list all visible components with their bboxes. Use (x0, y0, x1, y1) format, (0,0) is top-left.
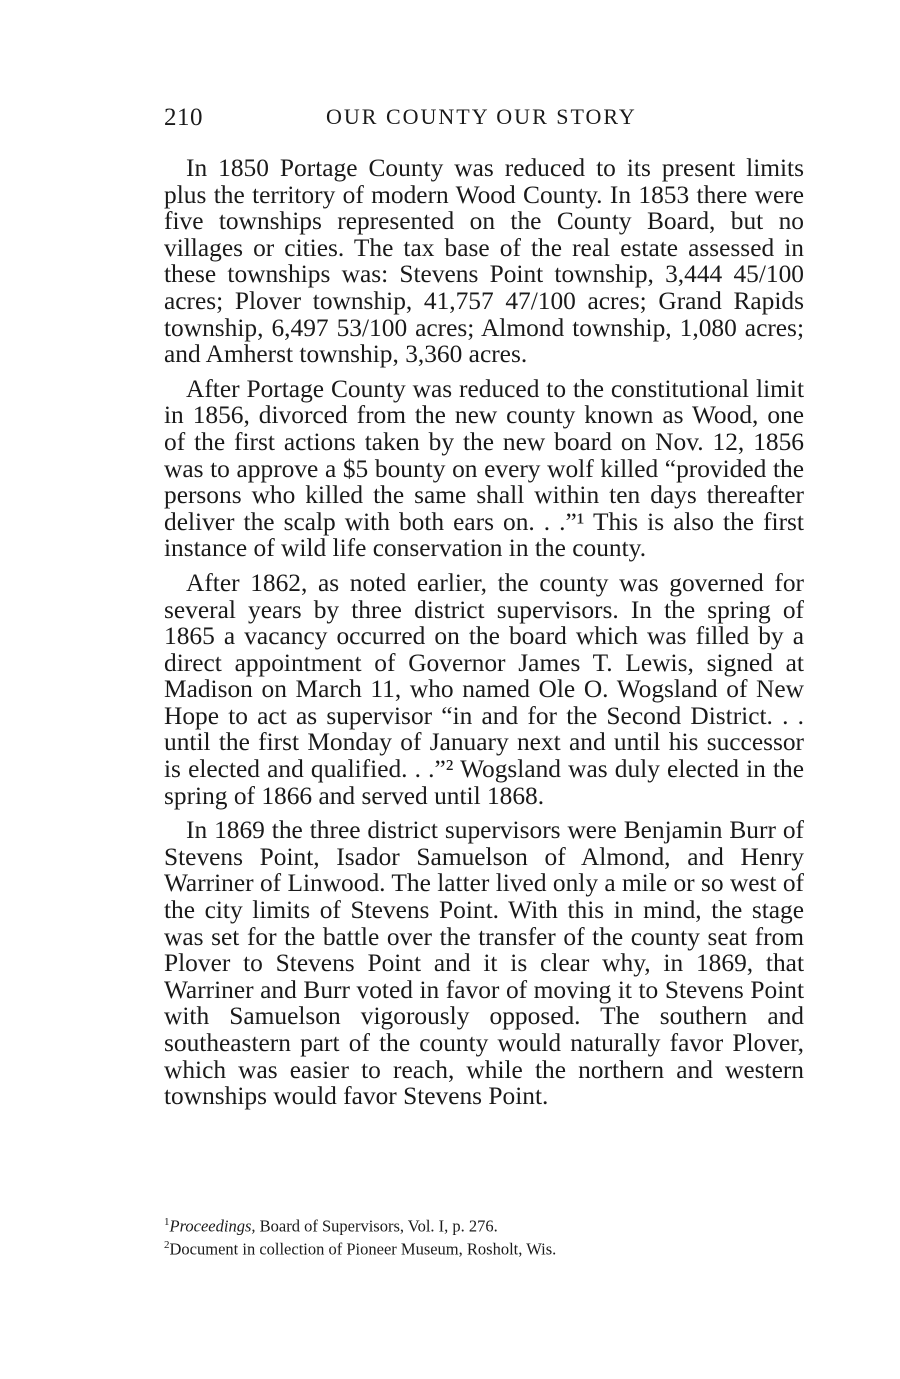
paragraph: In 1869 the three district supervisors were Benjamin Burr of Stevens Point, Isador Samuelson of Almond, and Henry Warriner of Linwood. The latter lived only a mile or so west of the city limits of Stevens Point. With this in mind, the stage was set for the battle over the transfer of the county seat from Plover to Stevens Point and it is clear why, in 1869, that Warriner and Burr voted in favor of moving it to Stevens Point with Samuelson vigorously opposed. The southern and southeastern part of the county would naturally favor Plover, which was easier to reach, while the northern and western townships would favor Stevens Point. (164, 816, 804, 1111)
body-text (164, 155, 804, 1118)
paragraph: In 1850 Portage County was reduced to its present limits plus the territory of modern Wood County. In 1853 there were five townships represented on the County Board, but no villages or cities. The tax base of the real estate assessed in these townships was: Stevens Point township, 3,444 45/100 acres; Plover township, 41,757 47/100 acres; Grand Rapids township, 6,497 53/100 acres; Almond township, 1,080 acres; and Amherst township, 3,360 acres. (164, 154, 804, 369)
footnote-mark: 2 (164, 1238, 170, 1251)
paragraph: After Portage County was reduced to the constitutional limit in 1856, divorced from the new county known as Wood, one of the first actions taken by the new board on Nov. 12, 1856 was to approve a $5 bounty on every wolf killed “provided the persons who killed the same shall within ten days thereafter deliver the scalp with both ears on. . .”¹ This is also the first instance of wild life conservation in the county. (164, 374, 804, 563)
footnote-mark: 1 (164, 1216, 170, 1228)
footnote-text: Board of Supervisors, Vol. I, p. 276. (255, 1216, 498, 1236)
footnote (164, 1213, 804, 1236)
footnote (164, 1236, 804, 1259)
page-number: 210 (164, 104, 203, 131)
running-head: OUR COUNTY OUR STORY (326, 104, 637, 129)
page-header (164, 104, 804, 144)
paragraph: After 1862, as noted earlier, the county was governed for several years by three district supervisors. In the spring of 1865 a vacancy occurred on the board which was filled by a direct appointment of Governor James T. Lewis, signed at Madison on March 11, who named Ole O. Wogsland of New Hope to act as supervisor “in and for the Second District. . . until the first Monday of January next and until his successor is elected and qualified. . .”² Wogsland was duly elected in the spring of 1866 and served until 1868. (164, 568, 804, 810)
footnote-source-title: Proceedings, (169, 1216, 256, 1236)
footnote-text: Document in collection of Pioneer Museum, Rosholt, Wis. (169, 1239, 557, 1258)
footnotes (164, 1213, 804, 1258)
